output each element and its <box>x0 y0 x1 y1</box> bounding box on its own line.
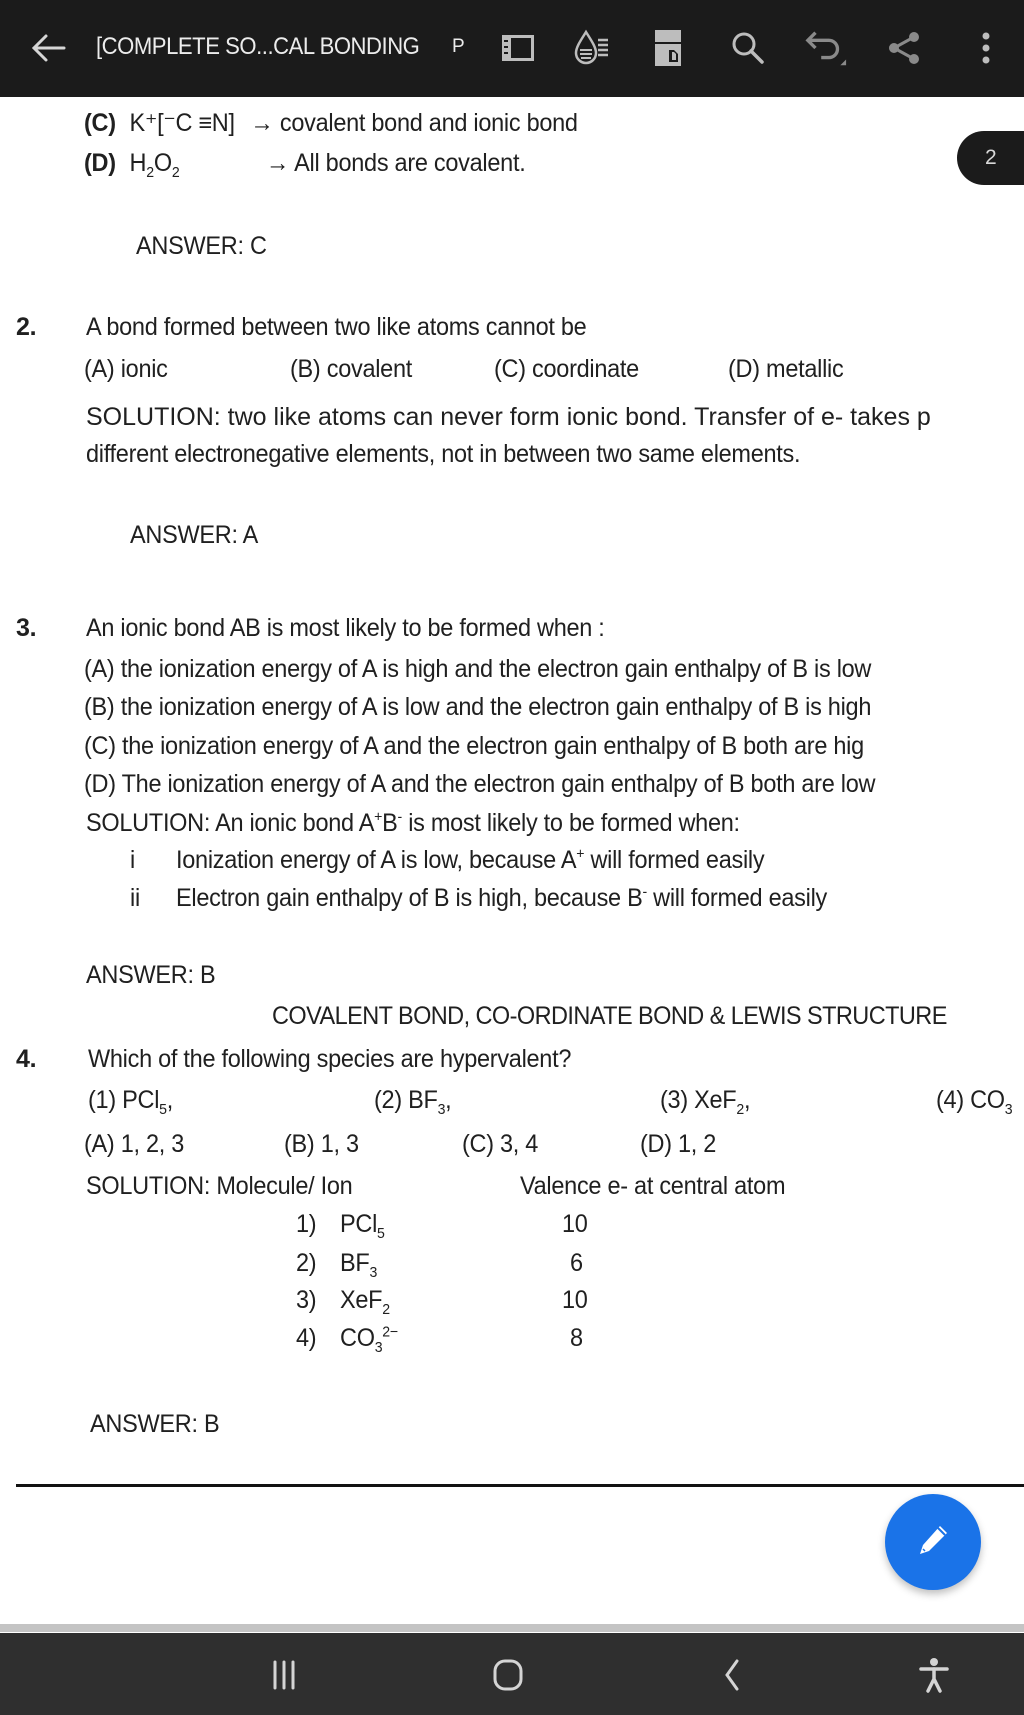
option-label: (D) <box>84 149 116 177</box>
q3-point-i: Ionization energy of A is low, because A+ will formed easily <box>176 845 765 874</box>
nav-separator <box>0 1624 1024 1632</box>
table-row-value: 6 <box>570 1249 583 1277</box>
edit-fab-button[interactable] <box>885 1494 981 1590</box>
q1-option-d-desc: → All bonds are covalent. <box>266 149 526 177</box>
undo-icon[interactable] <box>804 26 848 70</box>
home-icon[interactable] <box>486 1653 530 1697</box>
more-vert-icon[interactable] <box>964 26 1008 70</box>
q4-solution-col2: Valence e- at central atom <box>520 1172 786 1200</box>
q4-option-b: (B) 1, 3 <box>284 1130 359 1158</box>
q3-solution: SOLUTION: An ionic bond A+B- is most likely to be formed when: <box>86 808 740 837</box>
option-label: (C) <box>84 109 116 137</box>
q2-answer: ANSWER: A <box>130 521 259 549</box>
app-bar <box>0 0 1024 97</box>
reading-mode-icon[interactable] <box>496 26 540 70</box>
q1-option-d <box>84 149 180 181</box>
section-divider <box>16 1484 1024 1487</box>
page-layout-icon[interactable] <box>646 26 690 70</box>
q2-solution-line1: SOLUTION: two like atoms can never form ionic bond. Transfer of e- takes p <box>86 403 931 431</box>
table-row-formula: XeF$_2$ <box>340 1286 390 1318</box>
q4-option-c: (C) 3, 4 <box>462 1130 539 1158</box>
q2-option-d: (D) metallic <box>728 355 844 383</box>
formula: K⁺[⁻C ≡N] <box>129 109 235 137</box>
pencil-icon <box>913 1520 953 1565</box>
page-number-badge: 2 <box>957 131 1024 185</box>
formula: $H_2O_2$ <box>129 149 180 181</box>
q4-species-3: (3) XeF$_2$, <box>660 1086 751 1118</box>
table-row-formula: PCl$_5$ <box>340 1210 385 1242</box>
q4-option-d: (D) 1, 2 <box>640 1130 717 1158</box>
share-icon[interactable] <box>882 26 926 70</box>
q2-option-c: (C) coordinate <box>494 355 639 383</box>
q3-answer: ANSWER: B <box>86 961 216 989</box>
q3-option-b: (B) the ionization energy of A is low and the electron gain enthalpy of B is high <box>84 693 872 721</box>
table-row-formula: $BF_3$ <box>340 1249 378 1281</box>
document-title-suffix: P <box>452 36 465 57</box>
table-row-idx: 1) <box>296 1210 317 1238</box>
table-row-idx: 4) <box>296 1324 317 1352</box>
q4-species-4: (4) $CO_3$ <box>936 1086 1013 1118</box>
q3-point-ii: Electron gain enthalpy of B is high, because B- will formed easily <box>176 883 827 912</box>
q4-solution-col1: SOLUTION: Molecule/ Ion <box>86 1172 353 1200</box>
q3-number: 3. <box>16 614 37 642</box>
q4-question: Which of the following species are hypervalent? <box>88 1045 572 1073</box>
q2-number: 2. <box>16 313 37 341</box>
q3-option-c: (C) the ionization energy of A and the electron gain enthalpy of B both are hig <box>84 732 864 760</box>
option-desc: → covalent bond and ionic bond <box>250 109 578 137</box>
q2-question: A bond formed between two like atoms cannot be <box>86 313 587 341</box>
q2-option-b: (B) covalent <box>290 355 413 383</box>
document-title: [COMPLETE SO...CAL BONDING <box>96 33 420 60</box>
q2-option-a: (A) ionic <box>84 355 168 383</box>
q3-option-d: (D) The ionization energy of A and the electron gain enthalpy of B both are low <box>84 770 876 798</box>
accessibility-icon[interactable] <box>912 1653 956 1697</box>
q4-answer: ANSWER: B <box>90 1410 220 1438</box>
q3-option-a: (A) the ionization energy of A is high and the electron gain enthalpy of B is low <box>84 655 872 683</box>
q4-number: 4. <box>16 1045 37 1073</box>
back-arrow-icon[interactable] <box>28 30 68 66</box>
q4-option-a: (A) 1, 2, 3 <box>84 1130 185 1158</box>
q3-point-ii-num: ii <box>130 884 140 912</box>
system-nav-bar <box>0 1633 1024 1715</box>
table-row-value: 8 <box>570 1324 583 1352</box>
table-row-value: 10 <box>562 1286 588 1314</box>
recent-apps-icon[interactable] <box>262 1653 306 1697</box>
section-heading: COVALENT BOND, CO-ORDINATE BOND & LEWIS STRUCTURE <box>272 1002 947 1030</box>
q4-species-1: (1) PCl$_5$, <box>88 1086 173 1118</box>
table-row-value: 10 <box>562 1210 588 1238</box>
table-row-idx: 3) <box>296 1286 317 1314</box>
q3-question: An ionic bond AB is most likely to be formed when : <box>86 614 605 642</box>
q4-species-2: (2) $BF_3$, <box>374 1086 452 1118</box>
table-row-formula: $CO_3^{2-}$ <box>340 1323 398 1356</box>
q3-point-i-num: i <box>130 846 135 874</box>
search-icon[interactable] <box>726 26 770 70</box>
ink-drop-icon[interactable] <box>570 26 614 70</box>
table-row-idx: 2) <box>296 1249 317 1277</box>
q1-answer: ANSWER: C <box>136 232 267 260</box>
q1-option-c <box>84 108 578 138</box>
q2-solution-line2: different electronegative elements, not in between two same elements. <box>86 440 801 468</box>
back-icon[interactable] <box>710 1653 754 1697</box>
